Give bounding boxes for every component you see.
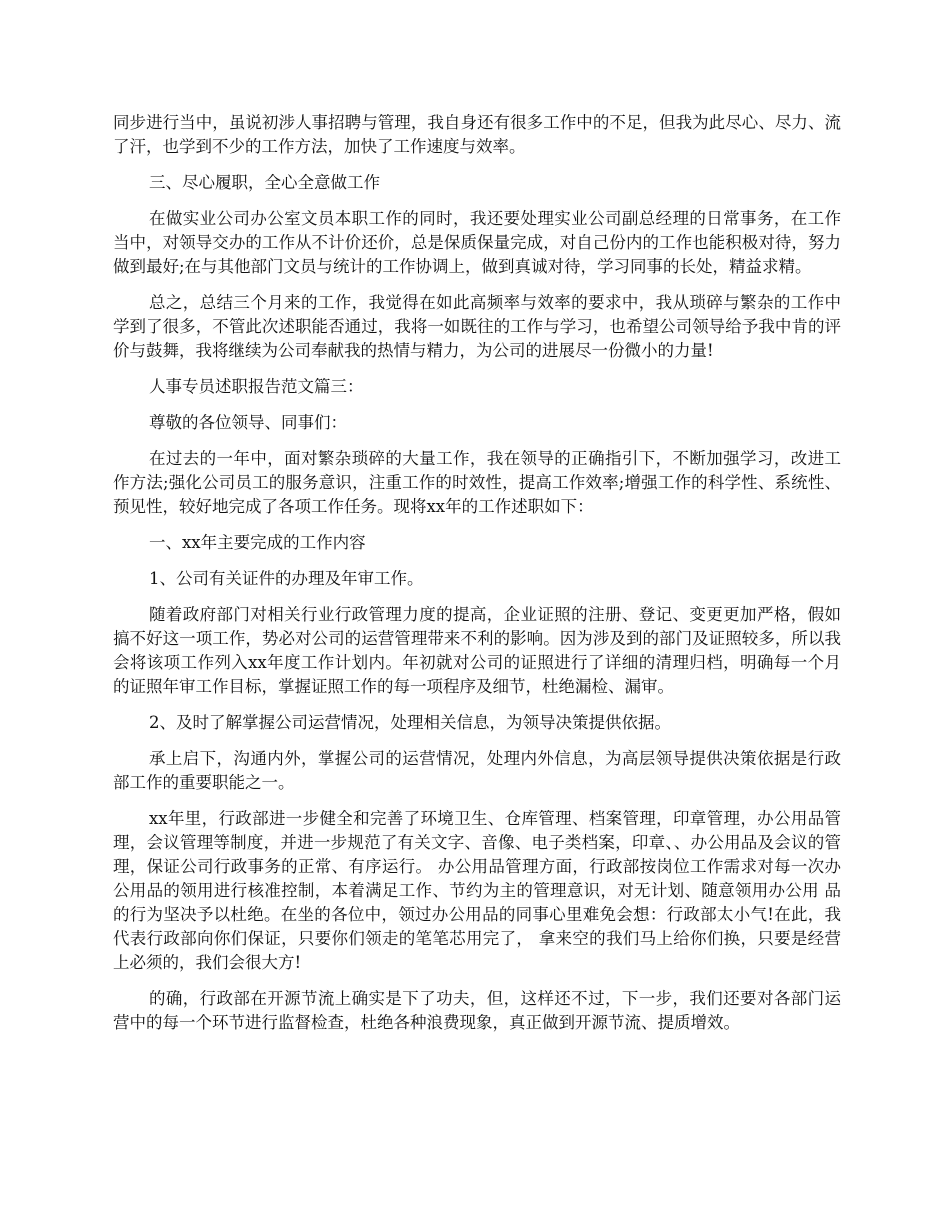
paragraph: 在做实业公司办公室文员本职工作的同时，我还要处理实业公司副总经理的日常事务，在工作当中，对领导交办的工作从不计价还价，总是保质保量完成，对自己份内的工作也能积极对待，努力做到最好;在与其他部门文员与统计的工作协调上，做到真诚对待，学习同事的长处，精益求精。 — [113, 209, 841, 276]
salutation: 尊敬的各位领导、同事们： — [149, 413, 347, 432]
paragraph: 的确，行政部在开源节流上确实是下了功夫，但，这样还不过，下一步，我们还要对各部门运营中的每一个环节进行监督检查，杜绝各种浪费现象，真正做到开源节流、提质增效。 — [113, 989, 841, 1032]
paragraph: xx年里，行政部进一步健全和完善了环境卫生、仓库管理、档案管理，印章管理，办公用品管理，会议管理等制度，并进一步规范了有关文字、音像、电子类档案，印章、、办公用品及会议的管理，保证公司行政事务的正常、有序运行。 办公用品管理方面，行政部按岗位工作需求对每一次办公用品的领用进行核准控制，本着满足工作、节约为主的管理意识，对无计划、随意领用办公用 品的行为坚决予以杜绝。在坐的各位中，领过办公用品的同事心里难免会想：行政部太小气!在此，我代表行政部向你们保证，只要你们领走的笔笔芯用完了， 拿来空的我们马上给你们换，只要是经营上必须的，我们会很大方! — [113, 809, 841, 972]
paragraph: 承上启下，沟通内外，掌握公司的运营情况，处理内外信息，为高层领导提供决策依据是行政部工作的重要职能之一。 — [113, 749, 841, 792]
paragraph-continuation: 同步进行当中，虽说初涉人事招聘与管理，我自身还有很多工作中的不足，但我为此尽心、尽力、流了汗，也学到不少的工作方法，加快了工作速度与效率。 — [113, 113, 841, 156]
paragraph-summary: 总之，总结三个月来的工作，我觉得在如此高频率与效率的要求中，我从琐碎与繁杂的工作中学到了很多，不管此次述职能否通过，我将一如既往的工作与学习，也希望公司领导给予我中肯的评价与鼓舞，我将继续为公司奉献我的热情与精力，为公司的进展尽一份微小的力量! — [113, 293, 841, 360]
report-title: 人事专员述职报告范文篇三： — [149, 377, 364, 396]
paragraph-intro: 在过去的一年中，面对繁杂琐碎的大量工作，我在领导的正确指引下，不断加强学习，改进工作方法;强化公司员工的服务意识，注重工作的时效性，提高工作效率;增强工作的科学性、系统性、预见性，较好地完成了各项工作任务。现将xx年的工作述职如下： — [113, 449, 841, 516]
subsection-heading-1: 1、公司有关证件的办理及年审工作。 — [149, 569, 424, 588]
section-heading-3: 三、尽心履职，全心全意做工作 — [149, 173, 380, 192]
section-heading-1: 一、xx年主要完成的工作内容 — [149, 533, 366, 552]
paragraph: 随着政府部门对相关行业行政管理力度的提高，企业证照的注册、登记、变更更加严格，假如搞不好这一项工作，势必对公司的运营管理带来不利的影响。因为涉及到的部门及证照较多，所以我会将该项工作列入xx年度工作计划内。年初就对公司的证照进行了详细的清理归档，明确每一个月的证照年审工作目标，掌握证照工作的每一项程序及细节，杜绝漏检、漏审。 — [113, 605, 841, 696]
document-body — [113, 111, 841, 1047]
subsection-heading-2: 2、及时了解掌握公司运营情况，处理相关信息，为领导决策提供依据。 — [149, 713, 671, 732]
